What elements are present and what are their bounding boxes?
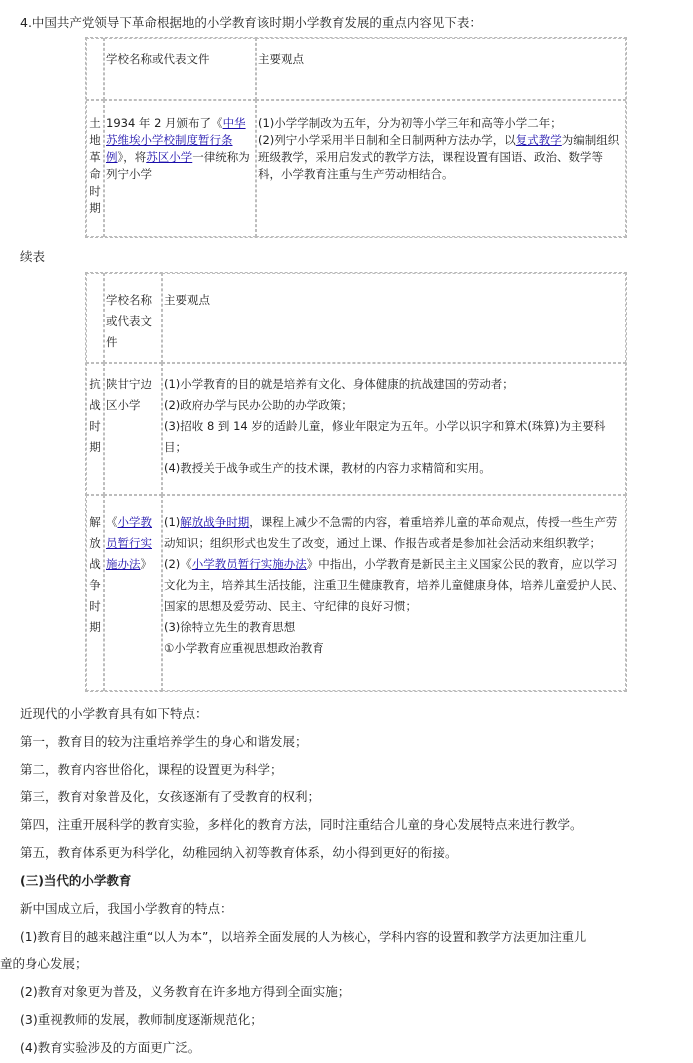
modern-item-3: 第三，教育对象普及化，女孩逐渐有了受教育的权利； — [20, 789, 321, 804]
modern-item-4: 第四，注重开展科学的教育实验，多样化的教育方法，同时注重结合儿童的身心发展特点来进行教学。 — [20, 817, 583, 832]
table-land-revolution — [85, 37, 627, 238]
link-soviet-area-school[interactable]: 苏区小学 — [146, 150, 193, 164]
table-continued — [85, 272, 627, 692]
table2-period-war-of-resistance: 抗 战 时 期 — [86, 363, 104, 495]
table2-header-school: 学校名称或代表文件 — [104, 273, 162, 363]
table1-point-1: (1)小学学制改为五年，分为初等小学三年和高等小学二年； — [258, 116, 562, 130]
table2-points-liberation-war — [162, 495, 626, 691]
contemporary-item-3: (3)重视教师的发展，教师制度逐渐规范化； — [20, 1012, 263, 1027]
table1-points-cell — [256, 100, 626, 237]
table2-header-points: 主要观点 — [162, 273, 626, 363]
table1-corner-cell — [86, 38, 104, 100]
table1-period-land-revolution: 土 地 革 命 时 期 — [86, 100, 104, 237]
table2-school-liberation: 《小学教员暂行实施办法》 — [104, 495, 162, 691]
intro-line: 4.中国共产党领导下革命根据地的小学教育该时期小学教育发展的重点内容见下表： — [20, 15, 482, 30]
link-compound-teaching[interactable]: 复式教学 — [515, 133, 562, 147]
contemporary-item-2: (2)教育对象更为普及，义务教育在许多地方得到全面实施； — [20, 984, 351, 999]
table2-row2-point-2: (2)《小学教员暂行实施办法》中指出，小学教育是新民主主义国家公民的教育，应以学习文化为主，培养其生活技能，注重卫生健康教育，培养儿童健康身体，培养儿童爱护人民、国家的思想及爱劳动、民主、守纪律的良好习惯； — [164, 557, 624, 613]
table2-row2-point-3: (3)徐特立先生的教育思想 — [164, 620, 296, 634]
contemporary-item-1-line-2: 童的身心发展； — [0, 956, 88, 971]
modern-item-5: 第五，教育体系更为科学化，幼稚园纳入初等教育体系，幼小得到更好的衔接。 — [20, 845, 458, 860]
contemporary-intro: 新中国成立后，我国小学教育的特点： — [20, 901, 233, 916]
table2-row2-point-1: (1)解放战争时期，课程上减少不急需的内容，着重培养儿童的革命观点，传授一些生产劳动知识；组织形式也发生了改变，通过上课、作报告或者是参加社会活动来组织教学； — [164, 515, 618, 550]
table1-school-cell: 1934 年 2 月颁布了《中华苏维埃小学校制度暂行条例》，将苏区小学一律统称为列宁小学 — [104, 100, 256, 237]
link-primary-teacher-measures-2[interactable]: 小学教员暂行实施办法 — [191, 557, 307, 571]
table1-header-school: 学校名称或代表文件 — [104, 38, 256, 100]
continued-label: 续表 — [20, 249, 46, 264]
link-primary-teacher-measures[interactable]: 小学教员暂行实施办法 — [106, 515, 152, 571]
table2-row1-point-2: (2)政府办学与民办公助的办学政策； — [164, 398, 353, 412]
modern-intro: 近现代的小学教育具有如下特点： — [20, 706, 208, 721]
link-soviet-school-regulation[interactable]: 中华苏维埃小学校制度暂行条例 — [106, 116, 246, 164]
table2-points-war-of-resistance — [162, 363, 626, 495]
contemporary-item-4: (4)教育实验涉及的方面更广泛。 — [20, 1040, 201, 1055]
link-liberation-war-period[interactable]: 解放战争时期 — [180, 515, 250, 529]
contemporary-item-1-line-1: (1)教育目的越来越注重“以人为本”，以培养全面发展的人为核心，学科内容的设置和教学方法更加注重儿 — [20, 930, 587, 944]
contemporary-heading: (三)当代的小学教育 — [20, 873, 132, 888]
table2-period-liberation-war: 解 放 战 争 时 期 — [86, 495, 104, 691]
table2-row2-point-4: ①小学教育应重视思想政治教育 — [164, 641, 324, 655]
table2-row1-point-1: (1)小学教育的目的就是培养有文化、身体健康的抗战建国的劳动者； — [164, 377, 514, 391]
table1-header-points: 主要观点 — [256, 38, 626, 100]
table2-row1-point-3: (3)招收 8 到 14 岁的适龄儿童，修业年限定为五年。小学以识字和算术(珠算)为主要科目； — [164, 419, 606, 454]
modern-item-2: 第二，教育内容世俗化，课程的设置更为科学； — [20, 762, 283, 777]
table2-corner-cell — [86, 273, 104, 363]
table2-school-shaanganning: 陕甘宁边区小学 — [104, 363, 162, 495]
modern-item-1: 第一，教育目的较为注重培养学生的身心和谐发展； — [20, 734, 308, 749]
table1-point-2: (2)列宁小学采用半日制和全日制两种方法办学，以复式教学为编制组织班级教学，采用启发式的教学方法，课程设置有国语、政治、数学等科，小学教育注重与生产劳动相结合。 — [258, 133, 620, 181]
table2-row1-point-4: (4)教授关于战争或生产的技术课，教材的内容力求精简和实用。 — [164, 461, 491, 475]
